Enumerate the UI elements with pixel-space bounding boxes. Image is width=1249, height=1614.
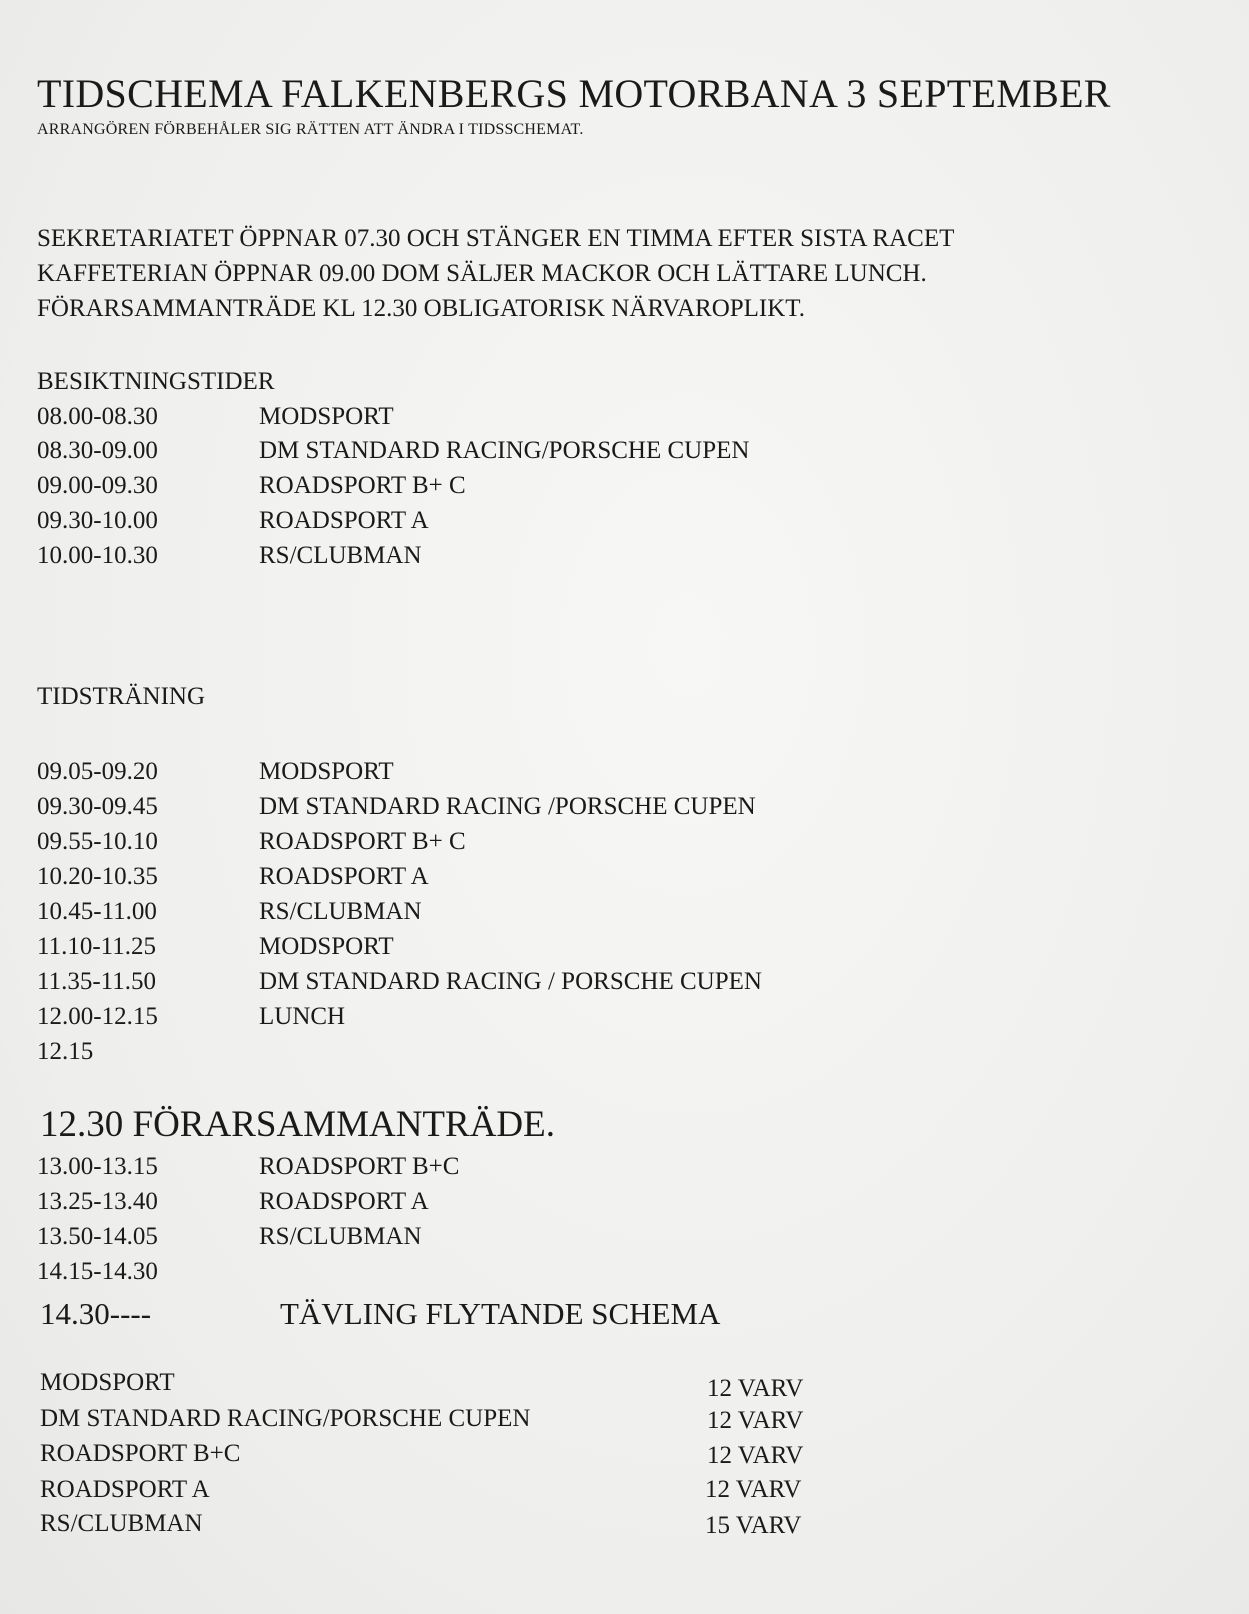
inspection-time: 09.30-10.00	[37, 507, 158, 534]
info-line-drivers-meeting: FÖRARSAMMANTRÄDE KL 12.30 OBLIGATORISK NÄRVAROPLIKT.	[37, 295, 805, 322]
qualifying-class: LUNCH	[259, 1003, 346, 1030]
qualifying-class: MODSPORT	[259, 933, 394, 960]
race-class-laps: 12 VARV	[707, 1375, 804, 1402]
qualifying-class: DM STANDARD RACING / PORSCHE CUPEN	[259, 968, 762, 995]
document-title: TIDSCHEMA FALKENBERGS MOTORBANA 3 SEPTEMBER	[37, 71, 1111, 116]
inspection-time: 08.30-09.00	[37, 437, 158, 464]
race-start-time: 14.30----	[40, 1296, 152, 1331]
race-class-row	[40, 1405, 840, 1439]
qualifying-time: 09.55-10.10	[37, 828, 158, 855]
inspection-class: RS/CLUBMAN	[259, 542, 422, 569]
afternoon-time: 14.15-14.30	[37, 1258, 158, 1285]
inspection-class: DM STANDARD RACING/PORSCHE CUPEN	[259, 437, 750, 464]
race-class-laps: 12 VARV	[705, 1476, 802, 1503]
afternoon-class: RS/CLUBMAN	[259, 1223, 422, 1250]
race-schedule-title: TÄVLING FLYTANDE SCHEMA	[280, 1296, 721, 1331]
race-class-laps: 12 VARV	[707, 1407, 804, 1434]
qualifying-time: 12.15	[37, 1038, 94, 1065]
qualifying-time: 11.35-11.50	[37, 968, 156, 995]
race-class-laps: 12 VARV	[707, 1442, 804, 1469]
qualifying-class: RS/CLUBMAN	[259, 898, 422, 925]
inspection-time: 08.00-08.30	[37, 403, 158, 430]
race-class-row	[40, 1510, 840, 1544]
race-class-laps: 15 VARV	[705, 1512, 802, 1539]
inspection-time: 10.00-10.30	[37, 542, 158, 569]
race-class-row	[40, 1369, 840, 1403]
qualifying-time: 11.10-11.25	[37, 933, 156, 960]
race-class-name: DM STANDARD RACING/PORSCHE CUPEN	[40, 1405, 531, 1432]
race-start-line	[40, 1296, 721, 1332]
race-class-row	[40, 1476, 840, 1510]
info-line-secretariat: SEKRETARIATET ÖPPNAR 07.30 OCH STÄNGER EN TIMMA EFTER SISTA RACET	[37, 225, 955, 252]
qualifying-class: DM STANDARD RACING /PORSCHE CUPEN	[259, 793, 756, 820]
info-line-cafeteria: KAFFETERIAN ÖPPNAR 09.00 DOM SÄLJER MACKOR OCH LÄTTARE LUNCH.	[37, 260, 927, 287]
qualifying-time: 10.20-10.35	[37, 863, 158, 890]
qualifying-time: 09.05-09.20	[37, 758, 158, 785]
qualifying-time: 09.30-09.45	[37, 793, 158, 820]
qualifying-class: MODSPORT	[259, 758, 394, 785]
race-class-name: ROADSPORT B+C	[40, 1440, 241, 1467]
qualifying-time: 10.45-11.00	[37, 898, 157, 925]
inspection-class: ROADSPORT B+ C	[259, 472, 466, 499]
qualifying-class: ROADSPORT B+ C	[259, 828, 466, 855]
drivers-meeting-line: 12.30 FÖRARSAMMANTRÄDE.	[40, 1104, 555, 1145]
race-class-row	[40, 1440, 840, 1474]
qualifying-class: ROADSPORT A	[259, 863, 429, 890]
race-class-name: MODSPORT	[40, 1369, 175, 1396]
afternoon-time: 13.00-13.15	[37, 1153, 158, 1180]
qualifying-heading: TIDSTRÄNING	[37, 683, 206, 710]
afternoon-time: 13.50-14.05	[37, 1223, 158, 1250]
afternoon-class: ROADSPORT B+C	[259, 1153, 460, 1180]
document-disclaimer: ARRANGÖREN FÖRBEHÅLER SIG RÄTTEN ATT ÄNDRA I TIDSSCHEMAT.	[37, 121, 584, 138]
inspection-heading: BESIKTNINGSTIDER	[37, 368, 275, 395]
inspection-class: ROADSPORT A	[259, 507, 429, 534]
race-class-name: ROADSPORT A	[40, 1476, 210, 1503]
afternoon-class: ROADSPORT A	[259, 1188, 429, 1215]
qualifying-time: 12.00-12.15	[37, 1003, 158, 1030]
race-class-name: RS/CLUBMAN	[40, 1510, 203, 1537]
afternoon-time: 13.25-13.40	[37, 1188, 158, 1215]
inspection-time: 09.00-09.30	[37, 472, 158, 499]
inspection-class: MODSPORT	[259, 403, 394, 430]
